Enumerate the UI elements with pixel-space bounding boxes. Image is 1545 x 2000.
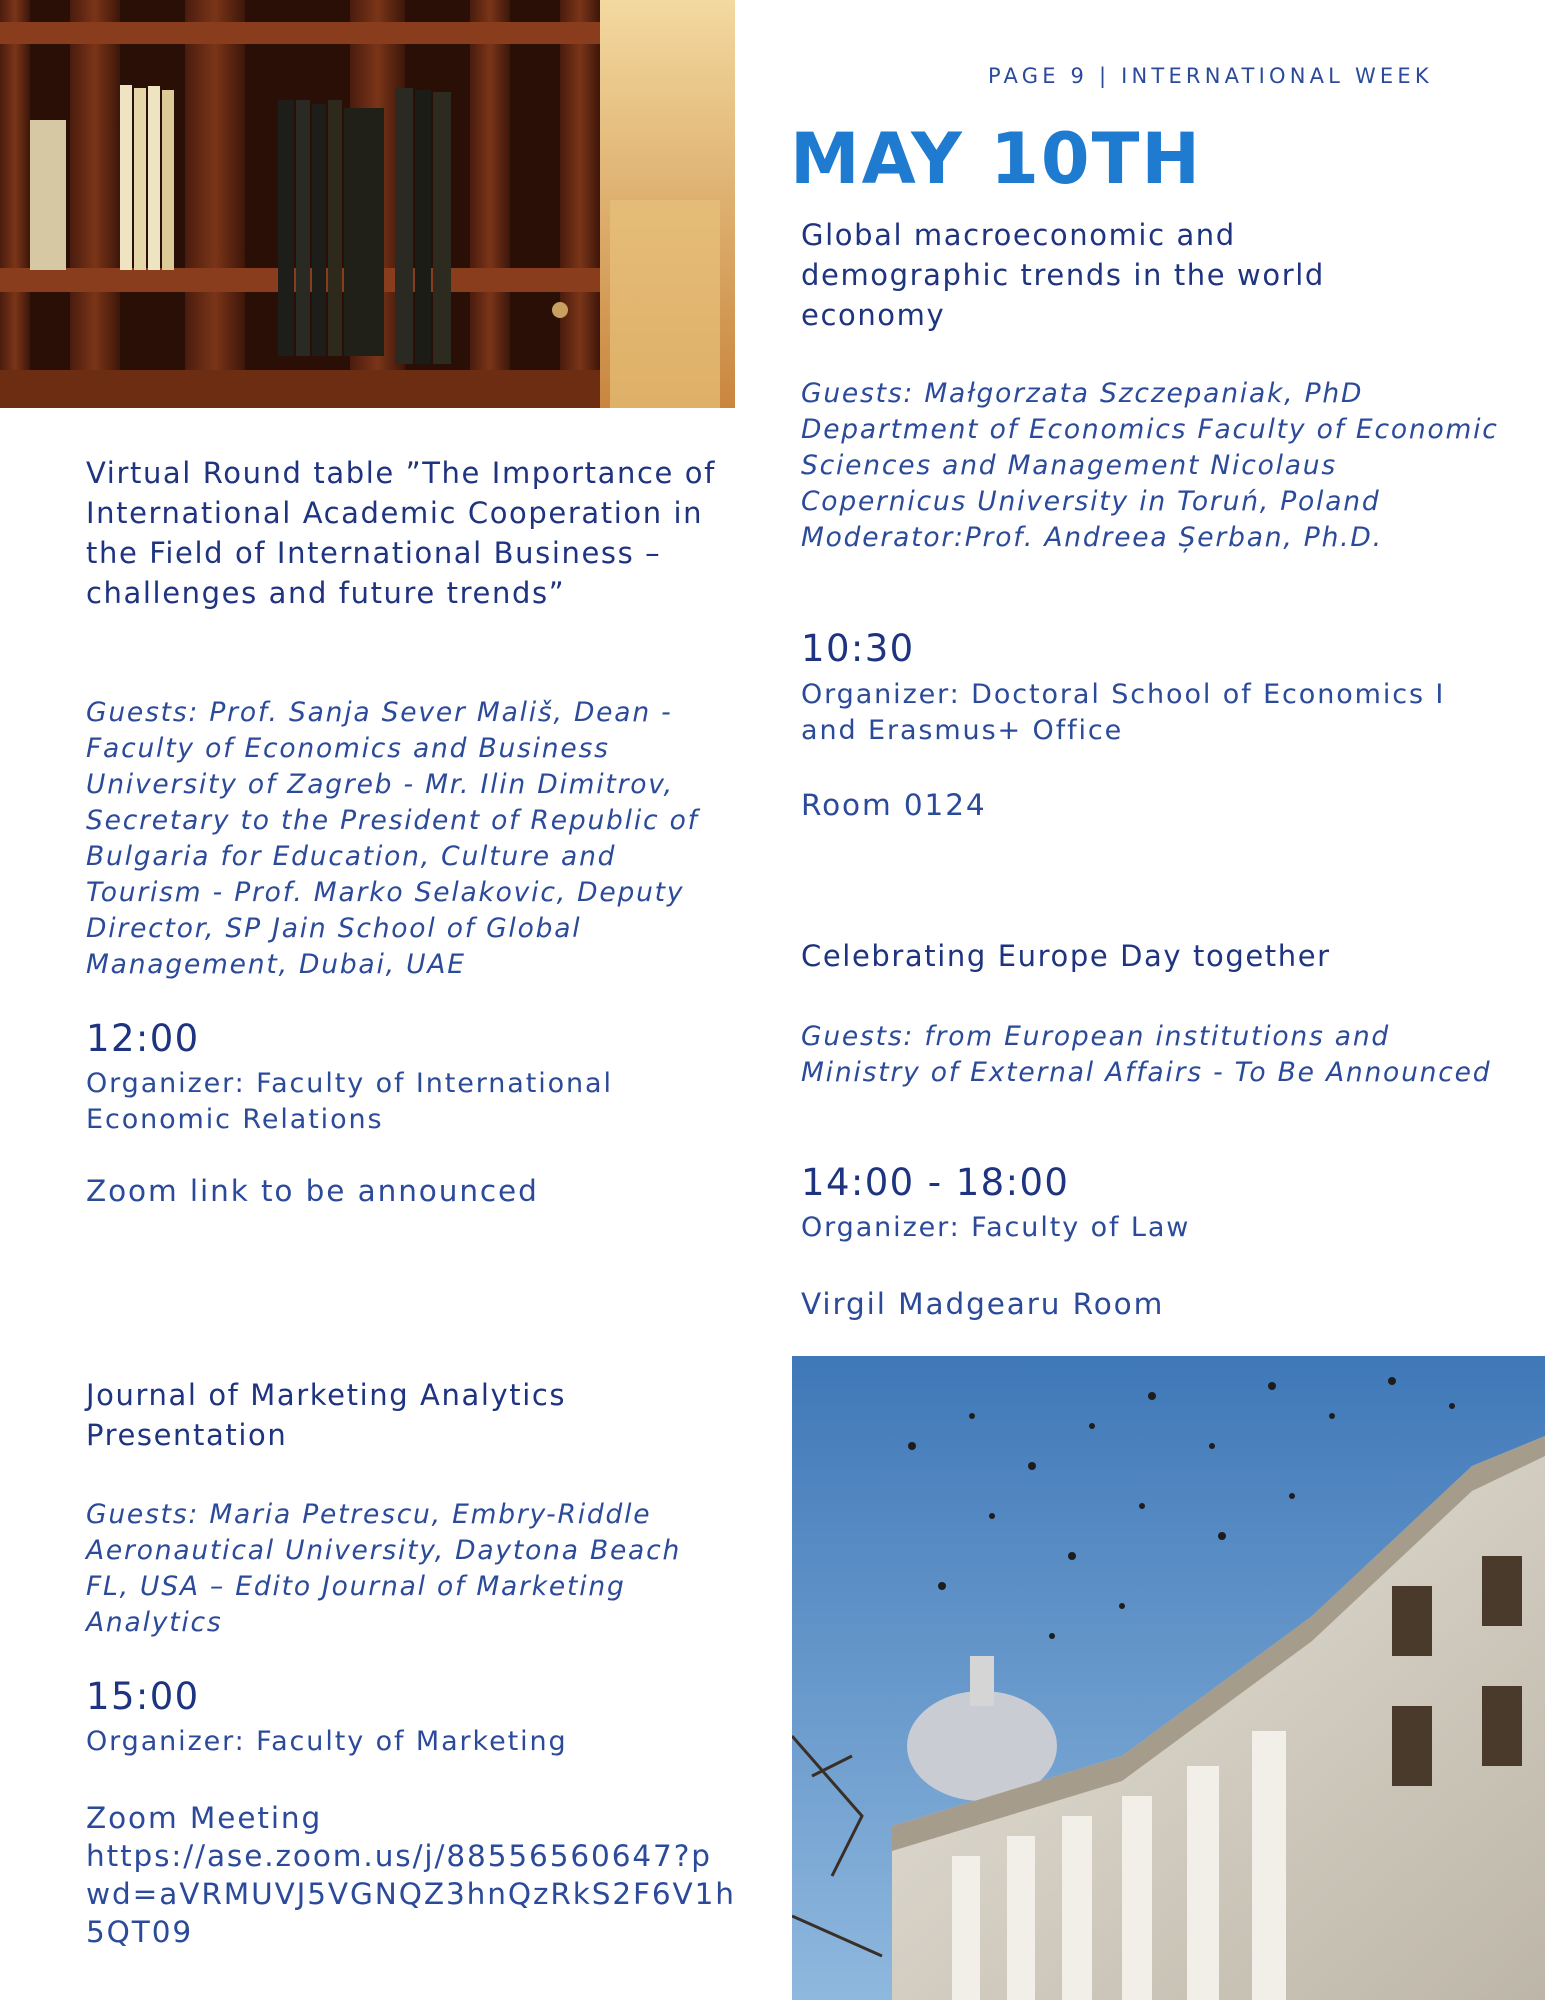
event-location-round-table: Zoom link to be announced	[86, 1174, 539, 1208]
bookshelf-photo	[0, 0, 735, 408]
event-guests-journal: Guests: Maria Petrescu, Embry-Riddle Aeronautical University, Daytona Beach FL, USA – Edito Journal of Marketing Analytics	[86, 1499, 682, 1638]
zoom-meeting-link[interactable]: https://ase.zoom.us/j/88556560647?pwd=aVRMUVJ5VGNQZ3hnQzRkS2F6V1h5QT09	[86, 1839, 736, 1949]
event-time-journal: 15:00	[86, 1675, 200, 1718]
event-time-macroeconomic: 10:30	[801, 627, 915, 670]
event-time-round-table: 12:00	[86, 1017, 200, 1060]
event-title-journal: Journal of Marketing Analytics Presentation	[86, 1378, 567, 1452]
event-location-europe-day: Virgil Madgearu Room	[801, 1287, 1165, 1321]
event-organizer-macroeconomic: Organizer: Doctoral School of Economics I and Erasmus+ Office	[801, 679, 1446, 746]
event-title-europe-day: Celebrating Europe Day together	[801, 939, 1331, 973]
event-guests-macroeconomic: Guests: Małgorzata Szczepaniak, PhD Department of Economics Faculty of Economic Sciences and Management Nicolaus Copernicus University in Toruń, Poland Moderator:Prof. Andreea Șerban, Ph.D.	[801, 378, 1499, 553]
page-header: PAGE 9 | INTERNATIONAL WEEK	[988, 64, 1433, 88]
event-organizer-europe-day: Organizer: Faculty of Law	[801, 1212, 1191, 1243]
event-guests-round-table: Guests: Prof. Sanja Sever Mališ, Dean - Faculty of Economics and Business University of Zagreb - Mr. Ilin Dimitrov, Secretary to the President of Republic of Bulgaria for Education, Culture and Tourism - Prof. Marko Selakovic, Deputy Director, SP Jain School of Global Management, Dubai, UAE	[86, 697, 699, 980]
event-guests-europe-day: Guests: from European institutions and Ministry of External Affairs - To Be Announced	[801, 1021, 1492, 1088]
event-title-round-table: Virtual Round table ”The Importance of International Academic Cooperation in the Field of International Business – challenges and future trends”	[86, 456, 716, 610]
event-organizer-journal: Organizer: Faculty of Marketing	[86, 1726, 568, 1757]
zoom-meeting-label: Zoom Meeting	[86, 1801, 323, 1835]
event-organizer-round-table: Organizer: Faculty of International Economic Relations	[86, 1068, 613, 1135]
event-location-journal	[86, 1799, 736, 1951]
page-date-title: MAY 10TH	[790, 118, 1202, 200]
event-location-macroeconomic: Room 0124	[801, 788, 987, 822]
event-title-macroeconomic: Global macroeconomic and demographic trends in the world economy	[801, 218, 1325, 332]
event-time-europe-day: 14:00 - 18:00	[801, 1161, 1070, 1204]
university-building-photo	[792, 1356, 1545, 2000]
